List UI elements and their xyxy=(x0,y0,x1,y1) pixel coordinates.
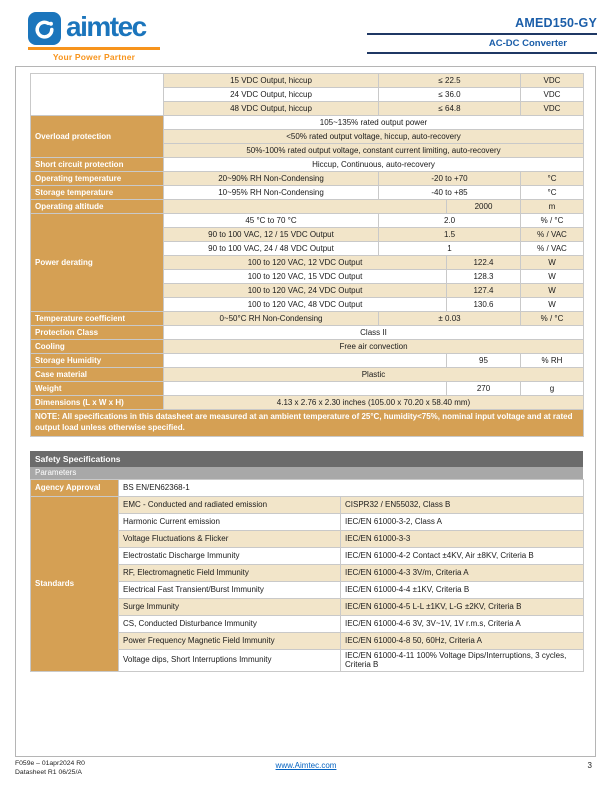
table-cell: IEC/EN 61000-4-2 Contact ±4KV, Air ±8KV, Criteria B xyxy=(341,547,584,564)
table-cell: 2.0 xyxy=(379,214,521,228)
table-row xyxy=(31,382,584,396)
table-cell: CS, Conducted Disturbance Immunity xyxy=(119,615,341,632)
table-cell: W xyxy=(521,284,584,298)
table-cell: 4.13 x 2.76 x 2.30 inches (105.00 x 70.20 x 58.40 mm) xyxy=(164,396,584,410)
table-cell: Electrostatic Discharge Immunity xyxy=(119,547,341,564)
table-cell: 122.4 xyxy=(447,256,521,270)
table-cell: VDC xyxy=(521,88,584,102)
row-label: Storage temperature xyxy=(31,186,164,200)
table-cell: 50%-100% rated output voltage, constant current limiting, auto-recovery xyxy=(164,144,584,158)
table-cell: W xyxy=(521,256,584,270)
table-cell: 128.3 xyxy=(447,270,521,284)
doc-reference-line2: Datasheet R1 06/25/A xyxy=(15,768,82,776)
table-cell: IEC/EN 61000-3-2, Class A xyxy=(341,513,584,530)
table-cell: 100 to 120 VAC, 12 VDC Output xyxy=(164,256,447,270)
table-cell: ≤ 36.0 xyxy=(379,88,521,102)
row-label: Agency Approval xyxy=(31,479,119,496)
table-cell: 270 xyxy=(447,382,521,396)
table-cell: % / VAC xyxy=(521,228,584,242)
table-cell: Plastic xyxy=(164,368,584,382)
table-cell: m xyxy=(521,200,584,214)
table-cell: Hiccup, Continuous, auto-recovery xyxy=(164,158,584,172)
aimtec-logo xyxy=(28,12,160,62)
table-cell: -20 to +70 xyxy=(379,172,521,186)
table-row xyxy=(31,340,584,354)
table-cell xyxy=(164,382,447,396)
row-label: Standards xyxy=(31,496,119,671)
row-label: Case material xyxy=(31,368,164,382)
row-label: Overload protection xyxy=(31,116,164,158)
table-cell: 2000 xyxy=(447,200,521,214)
table-cell: 1 xyxy=(379,242,521,256)
table-cell: W xyxy=(521,270,584,284)
row-label: Operating temperature xyxy=(31,172,164,186)
table-cell: °C xyxy=(521,186,584,200)
table-cell: % / °C xyxy=(521,312,584,326)
table-cell: W xyxy=(521,298,584,312)
table-cell: ≤ 22.5 xyxy=(379,74,521,88)
table-cell xyxy=(164,200,447,214)
table-cell: 20~90% RH Non-Condensing xyxy=(164,172,379,186)
table-cell: 24 VDC Output, hiccup xyxy=(164,88,379,102)
table-cell: 10~95% RH Non-Condensing xyxy=(164,186,379,200)
table-cell: 45 °C to 70 °C xyxy=(164,214,379,228)
table-row xyxy=(31,354,584,368)
table-cell: 105~135% rated output power xyxy=(164,116,584,130)
row-label: Power derating xyxy=(31,214,164,312)
table-row xyxy=(31,172,584,186)
table-row xyxy=(31,186,584,200)
table-row xyxy=(31,326,584,340)
table-cell: 130.6 xyxy=(447,298,521,312)
logo-row xyxy=(28,12,160,45)
safety-table xyxy=(30,479,584,672)
table-cell: 100 to 120 VAC, 48 VDC Output xyxy=(164,298,447,312)
table-row xyxy=(31,74,584,88)
table-cell: 48 VDC Output, hiccup xyxy=(164,102,379,116)
table-row xyxy=(31,158,584,172)
table-cell: Harmonic Current emission xyxy=(119,513,341,530)
doc-reference xyxy=(15,760,85,778)
table-cell: VDC xyxy=(521,102,584,116)
table-cell: CISPR32 / EN55032, Class B xyxy=(341,496,584,513)
brand-name: aimtec xyxy=(66,11,146,42)
table-cell: 100 to 120 VAC, 15 VDC Output xyxy=(164,270,447,284)
row-label: Cooling xyxy=(31,340,164,354)
row-label: Temperature coefficient xyxy=(31,312,164,326)
table-row xyxy=(31,214,584,228)
model-number: AMED150-GY xyxy=(515,16,597,30)
table-cell: BS EN/EN62368-1 xyxy=(119,479,584,496)
table-cell: Voltage dips, Short Interruptions Immunity xyxy=(119,649,341,671)
table-row xyxy=(31,396,584,410)
table-row xyxy=(31,312,584,326)
row-label xyxy=(31,74,164,116)
table-cell xyxy=(164,354,447,368)
table-cell: Voltage Fluctuations & Flicker xyxy=(119,530,341,547)
table-cell: Electrical Fast Transient/Burst Immunity xyxy=(119,581,341,598)
brand-tagline: Your Power Partner xyxy=(52,51,136,62)
table-cell: Class II xyxy=(164,326,584,340)
row-label: Storage Humidity xyxy=(31,354,164,368)
safety-section xyxy=(30,451,583,672)
page-number: 3 xyxy=(587,761,592,770)
table-cell: g xyxy=(521,382,584,396)
table-cell: Surge Immunity xyxy=(119,598,341,615)
table-cell: <50% rated output voltage, hiccup, auto-recovery xyxy=(164,130,584,144)
table-row xyxy=(31,200,584,214)
table-cell: % / VAC xyxy=(521,242,584,256)
table-row xyxy=(31,479,584,496)
table-cell: EMC - Conducted and radiated emission xyxy=(119,496,341,513)
table-cell: -40 to +85 xyxy=(379,186,521,200)
table-cell: 95 xyxy=(447,354,521,368)
row-label: Short circuit protection xyxy=(31,158,164,172)
row-label: Dimensions (L x W x H) xyxy=(31,396,164,410)
table-cell: °C xyxy=(521,172,584,186)
row-label: Weight xyxy=(31,382,164,396)
table-cell: RF, Electromagnetic Field Immunity xyxy=(119,564,341,581)
specifications-table xyxy=(30,73,584,437)
table-cell: 90 to 100 VAC, 24 / 48 VDC Output xyxy=(164,242,379,256)
table-cell: ≤ 64.8 xyxy=(379,102,521,116)
logo-underline xyxy=(28,47,160,50)
table-cell: 15 VDC Output, hiccup xyxy=(164,74,379,88)
table-cell: 0~50°C RH Non-Condensing xyxy=(164,312,379,326)
table-cell: ± 0.03 xyxy=(379,312,521,326)
safety-section-title: Safety Specifications xyxy=(30,451,583,467)
table-cell: 1.5 xyxy=(379,228,521,242)
table-row xyxy=(31,368,584,382)
row-label: Protection Class xyxy=(31,326,164,340)
note-row xyxy=(31,410,584,437)
table-cell: Power Frequency Magnetic Field Immunity xyxy=(119,632,341,649)
product-type: AC-DC Converter xyxy=(488,38,567,49)
table-cell: VDC xyxy=(521,74,584,88)
table-cell: IEC/EN 61000-3-3 xyxy=(341,530,584,547)
table-cell: IEC/EN 61000-4-5 L-L ±1KV, L-G ±2KV, Criteria B xyxy=(341,598,584,615)
table-cell: % RH xyxy=(521,354,584,368)
title-block xyxy=(367,16,597,57)
table-cell: 127.4 xyxy=(447,284,521,298)
table-cell: 90 to 100 VAC, 12 / 15 VDC Output xyxy=(164,228,379,242)
table-cell: IEC/EN 61000-4-3 3V/m, Criteria A xyxy=(341,564,584,581)
doc-reference-line1: F059e – 01apr2024 R0 xyxy=(15,760,85,767)
table-cell: 100 to 120 VAC, 24 VDC Output xyxy=(164,284,447,298)
note-banner: NOTE: All specifications in this datasheet are measured at an ambient temperature of 25°C, humidity<75%, nominal input voltage and at rated output load unless otherwise specified. xyxy=(31,410,584,437)
website-link[interactable]: www.Aimtec.com xyxy=(275,761,337,770)
table-cell: % / °C xyxy=(521,214,584,228)
aimtec-logo-icon xyxy=(28,12,61,45)
table-cell: IEC/EN 61000-4-4 ±1KV, Criteria B xyxy=(341,581,584,598)
table-row xyxy=(31,116,584,130)
divider-line-top xyxy=(367,33,597,35)
table-cell: IEC/EN 61000-4-6 3V, 3V~1V, 1V r.m.s, Criteria A xyxy=(341,615,584,632)
divider-line-bottom xyxy=(367,52,597,54)
parameters-subheader: Parameters xyxy=(30,467,583,479)
content-frame xyxy=(15,66,596,757)
table-cell: IEC/EN 61000-4-8 50, 60Hz, Criteria A xyxy=(341,632,584,649)
table-cell: IEC/EN 61000-4-11 100% Voltage Dips/Interruptions, 3 cycles, Criteria B xyxy=(341,649,584,671)
row-label: Operating altitude xyxy=(31,200,164,214)
table-cell: Free air convection xyxy=(164,340,584,354)
table-row xyxy=(31,496,584,513)
